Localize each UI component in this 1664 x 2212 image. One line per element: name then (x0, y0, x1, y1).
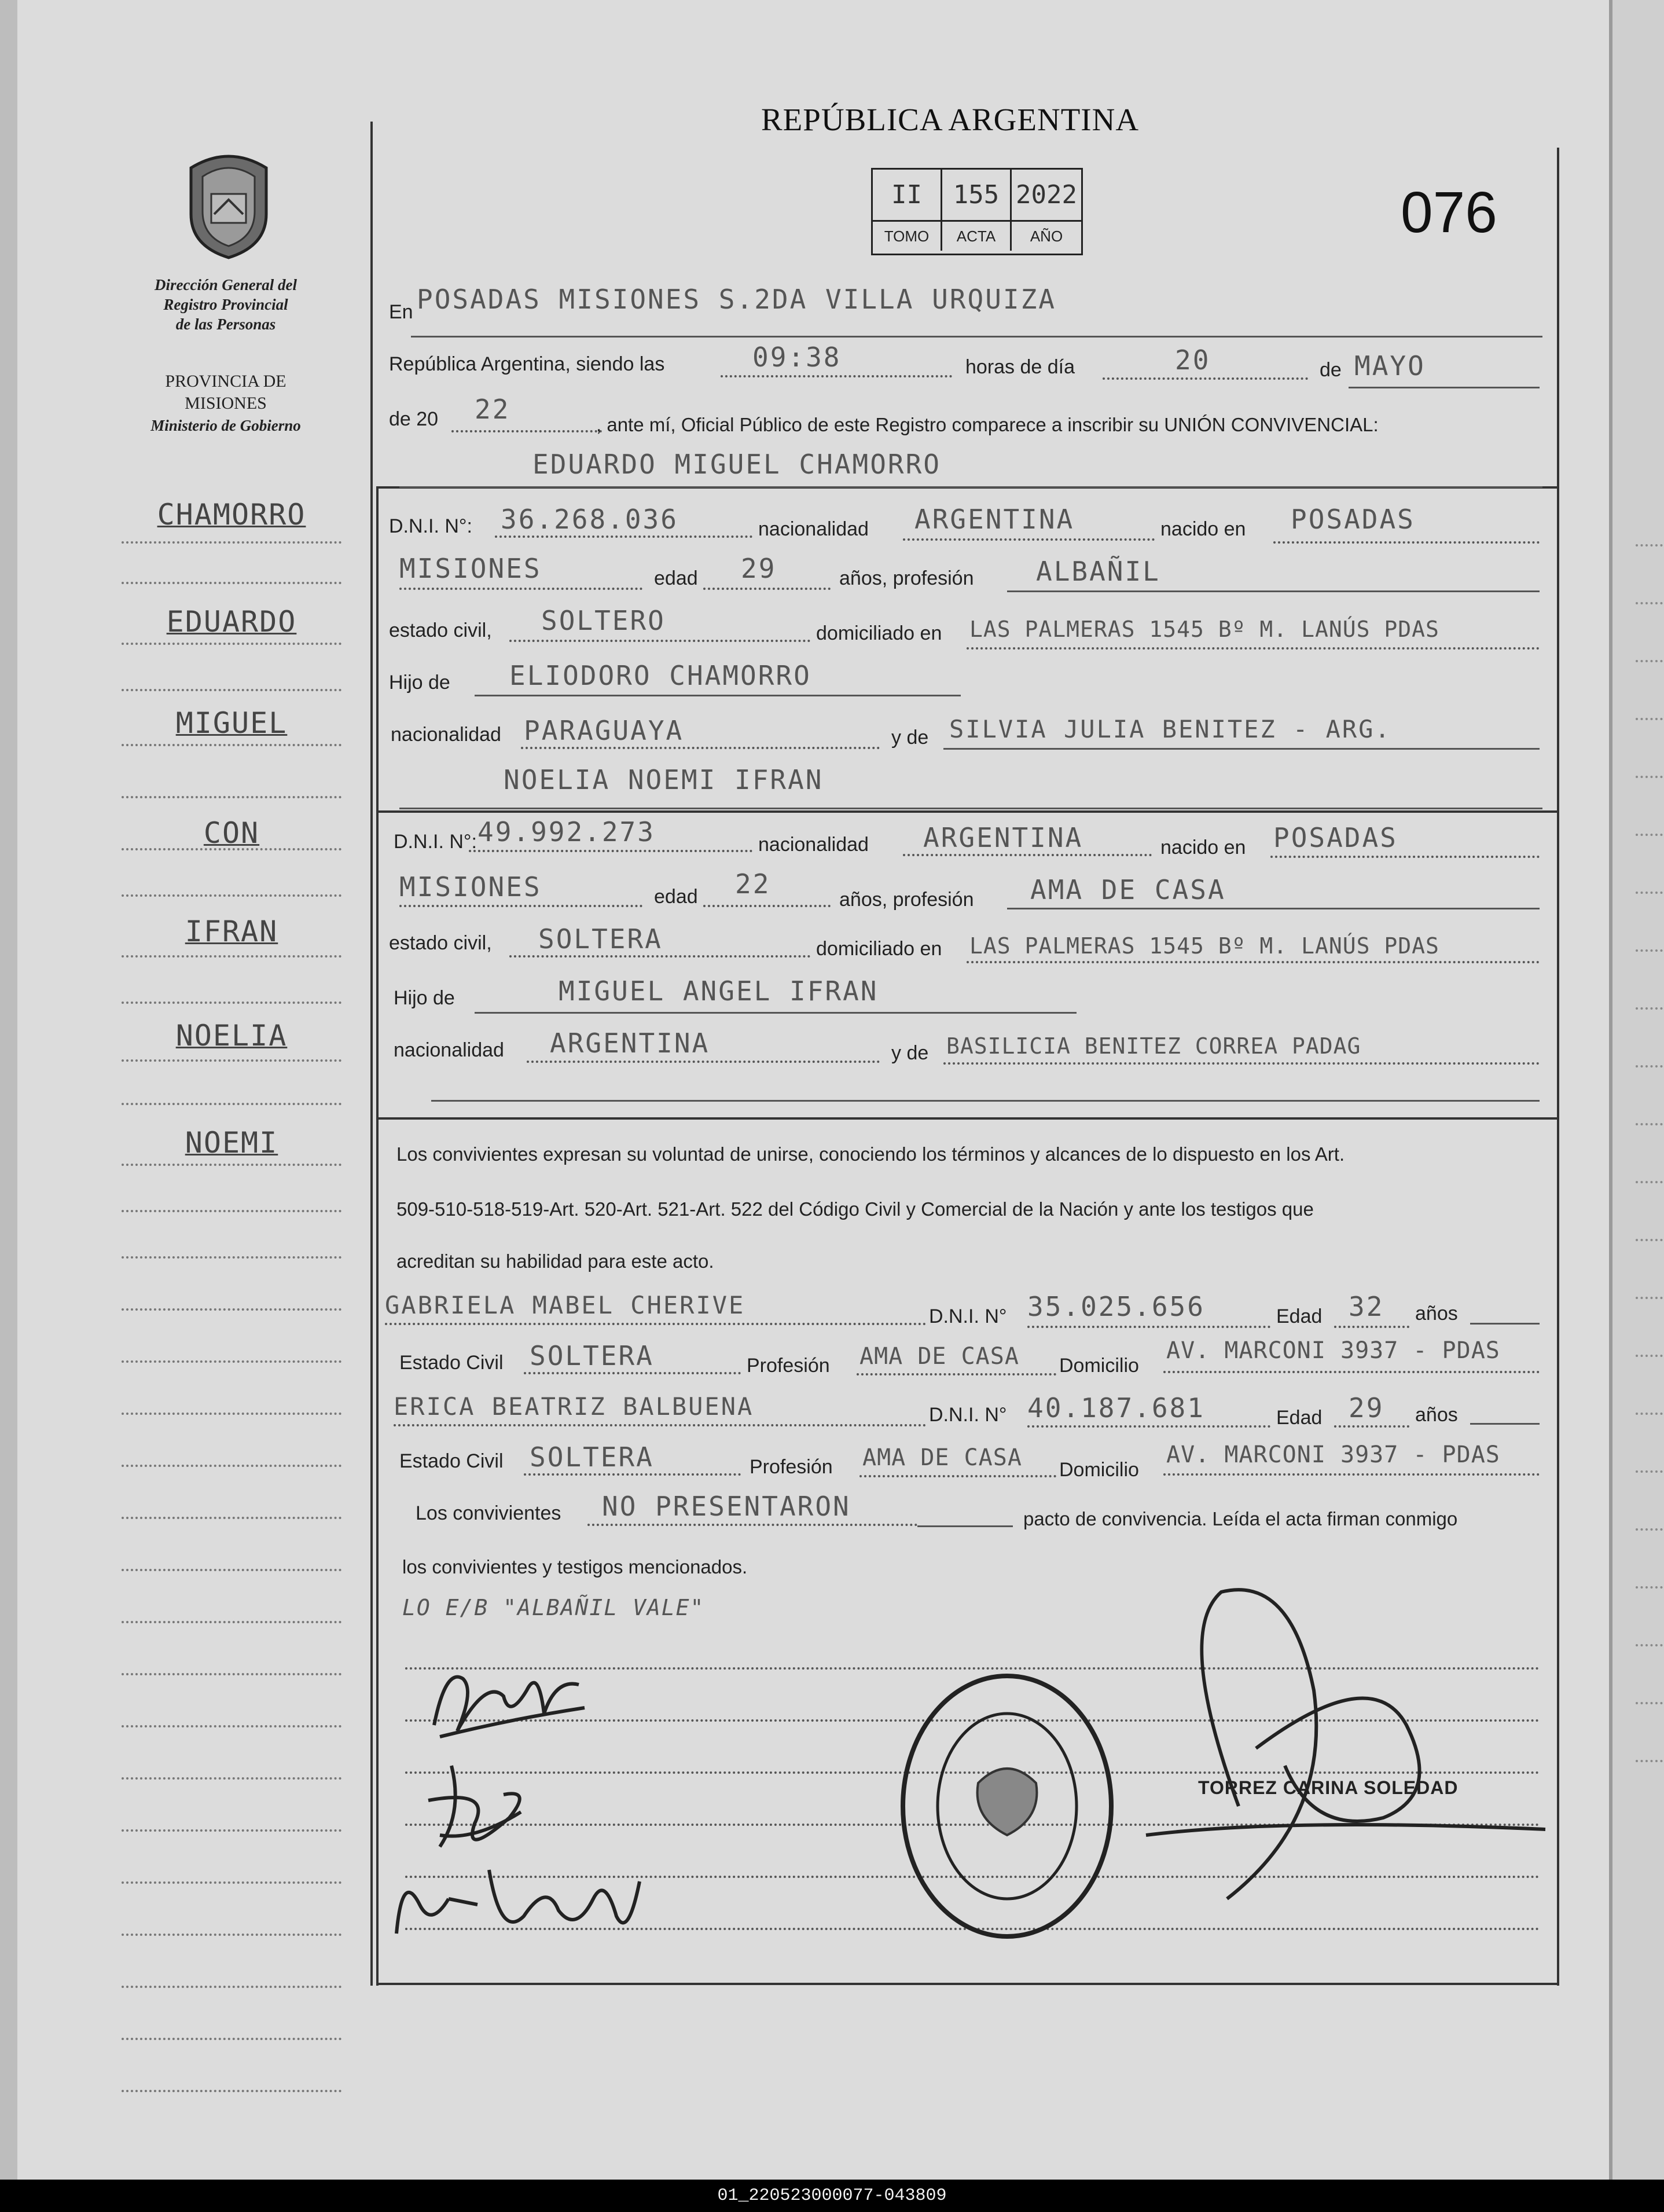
margin-dotted-line (122, 1673, 341, 1675)
fill-line (1470, 1323, 1540, 1325)
margin-dotted-line (122, 1777, 341, 1780)
book-edge (1609, 0, 1664, 2180)
witness-anos-label: años (1415, 1303, 1458, 1325)
party2-estado-civil: SOLTERA (538, 923, 663, 955)
place-value: POSADAS MISIONES S.2DA VILLA URQUIZA (417, 284, 1056, 315)
nacido-en-label: nacido en (1160, 837, 1246, 859)
witness-edad-label: Edad (1276, 1305, 1323, 1327)
party1-domicilio: LAS PALMERAS 1545 Bº M. LANÚS PDAS (969, 617, 1439, 642)
fill-line (431, 1100, 1540, 1102)
province-line: PROVINCIA DE (165, 372, 286, 391)
act-number-box (871, 168, 1083, 255)
fill-line (1334, 1326, 1409, 1328)
fill-line (1334, 1425, 1409, 1428)
sidebar-divider (370, 122, 373, 1986)
signature-witnesses (385, 1847, 651, 1951)
margin-dotted-line (122, 1210, 341, 1212)
witness2-estado-civil: SOLTERA (530, 1441, 654, 1473)
fill-line (857, 1373, 1056, 1375)
witness-estado-civil-label: Estado Civil (399, 1352, 504, 1374)
estado-civil-label: estado civil, (389, 932, 492, 954)
edad-label: edad (654, 886, 698, 908)
nacionalidad-label: nacionalidad (391, 724, 501, 746)
party2-nacionalidad: ARGENTINA (923, 822, 1083, 853)
document-id: 01_220523000077-043809 (0, 2180, 1664, 2212)
witness2-name: ERICA BEATRIZ BALBUENA (394, 1392, 754, 1421)
margin-dotted-line (122, 1725, 341, 1727)
margin-dotted-line (122, 1413, 341, 1415)
declaration-line: Los convivientes expresan su voluntad de unirse, conociendo los términos y alcances de lo dispuesto en los Art. (396, 1143, 1345, 1165)
horas-dia-label: horas de día (965, 356, 1075, 378)
convivientes-label: Los convivientes (416, 1502, 561, 1524)
fill-line (903, 854, 1152, 856)
officer-name: TORREZ CARINA SOLEDAD (1198, 1777, 1459, 1798)
margin-name: IFRAN (185, 915, 278, 948)
party1-nacionalidad: ARGENTINA (914, 504, 1075, 535)
margin-dotted-line (122, 1256, 341, 1259)
fill-line (903, 538, 1155, 541)
acta-label: ACTA (942, 222, 1012, 251)
estado-civil-label: estado civil, (389, 619, 492, 641)
fill-line (1007, 590, 1540, 592)
form-bottom-border (376, 1983, 1559, 1985)
fill-line (859, 1475, 1056, 1477)
fill-line (524, 1473, 741, 1476)
margin-dotted-line (122, 541, 341, 544)
margin-dotted-line (122, 1934, 341, 1936)
margin-dotted-line (122, 955, 341, 958)
fill-line (451, 430, 602, 432)
fill-line (943, 1062, 1540, 1065)
party2-domicilio: LAS PALMERAS 1545 Bº M. LANÚS PDAS (969, 933, 1439, 959)
witness-edad-label: Edad (1276, 1407, 1323, 1429)
witness1-domicilio: AV. MARCONI 3937 - PDAS (1166, 1337, 1500, 1364)
anio-value: 2022 (1012, 170, 1081, 222)
anio-prefix: de 20 (389, 408, 439, 430)
witness1-profesion: AMA DE CASA (859, 1343, 1019, 1370)
fill-line (917, 1525, 1013, 1527)
fill-line (1027, 1326, 1270, 1328)
institution-name (127, 275, 324, 334)
party2-madre: BASILICIA BENITEZ CORREA PADAG (946, 1033, 1361, 1059)
party2-edad: 22 (735, 868, 771, 900)
margin-dotted-line (122, 1517, 341, 1519)
institution-line: Registro Provincial (163, 296, 288, 313)
witness-profesion-label: Profesión (750, 1456, 833, 1478)
witness1-name: GABRIELA MABEL CHERIVE (385, 1291, 745, 1319)
first-party-name: EDUARDO MIGUEL CHAMORRO (532, 449, 941, 480)
fill-line (1470, 1423, 1540, 1425)
margin-name: CHAMORRO (157, 498, 306, 531)
party1-nacido-en-cont: MISIONES (399, 553, 542, 584)
margin-dotted-line (122, 1360, 341, 1363)
witness1-estado-civil: SOLTERA (530, 1340, 654, 1371)
registry-stamp (891, 1667, 1123, 1945)
hijo-de-label: Hijo de (394, 987, 455, 1009)
witness2-profesion: AMA DE CASA (862, 1444, 1022, 1471)
section-divider (376, 1117, 1559, 1120)
margin-dotted-line (122, 1103, 341, 1105)
margin-dotted-line (122, 848, 341, 850)
fill-line (1103, 377, 1308, 380)
fill-line (967, 647, 1540, 650)
fill-line (1273, 541, 1540, 544)
dia-value: 20 (1175, 344, 1211, 376)
fill-line (399, 808, 1542, 809)
domiciliado-label: domiciliado en (816, 938, 942, 960)
margin-dotted-line (122, 2090, 341, 2092)
siendo-label: República Argentina, siendo las (389, 353, 665, 375)
nacionalidad-label: nacionalidad (758, 834, 869, 856)
institution-line: de las Personas (175, 316, 276, 333)
acta-value: 155 (942, 170, 1012, 222)
margin-name: NOEMI (185, 1126, 278, 1160)
witness1-dni: 35.025.656 (1027, 1291, 1205, 1322)
province-line: MISIONES (185, 394, 267, 413)
y-de-label: y de (891, 727, 929, 749)
party2-nacido-en-cont: MISIONES (399, 871, 542, 903)
form-right-border (1557, 148, 1559, 1986)
margin-dotted-line (122, 744, 341, 746)
party2-nacido-en: POSADAS (1273, 822, 1398, 853)
signature-first-party (423, 1644, 596, 1748)
margin-dotted-line (122, 894, 341, 897)
fill-line (469, 850, 752, 852)
fill-line (524, 1372, 741, 1374)
witness-domicilio-label: Domicilio (1059, 1459, 1139, 1481)
witness-estado-civil-label: Estado Civil (399, 1450, 504, 1472)
country-title: REPÚBLICA ARGENTINA (761, 102, 1140, 137)
party1-profesion: ALBAÑIL (1036, 556, 1160, 587)
anio-label: AÑO (1030, 227, 1063, 245)
officer-signature (1140, 1575, 1557, 1922)
fill-line (521, 747, 880, 749)
fill-line (509, 955, 810, 958)
declaration-line: acreditan su habilidad para este acto. (396, 1250, 714, 1272)
margin-dotted-line (122, 2038, 341, 2040)
party1-nacido-en: POSADAS (1291, 504, 1415, 535)
margin-dotted-line (122, 1059, 341, 1062)
fill-line (1163, 1473, 1540, 1476)
witness2-edad: 29 (1349, 1392, 1384, 1424)
margin-dotted-line (122, 1829, 341, 1832)
nacionalidad-label: nacionalidad (394, 1039, 504, 1061)
anos-profesion-label: años, profesión (839, 567, 974, 589)
party1-edad: 29 (741, 553, 777, 584)
party1-padre: ELIODORO CHAMORRO (509, 660, 811, 691)
witness2-domicilio: AV. MARCONI 3937 - PDAS (1166, 1441, 1500, 1468)
fill-line (1270, 856, 1540, 858)
fill-line (475, 695, 961, 696)
margin-dotted-line (122, 1881, 341, 1884)
fill-line (411, 336, 1542, 338)
folio-number: 076 (1401, 180, 1497, 245)
witness-profesion-label: Profesión (747, 1355, 830, 1377)
party1-estado-civil: SOLTERO (541, 605, 666, 636)
fill-line (527, 1061, 880, 1063)
margin-dotted-line (122, 689, 341, 691)
fill-line (1349, 387, 1540, 388)
fill-line (495, 535, 752, 538)
tomo-label: TOMO (873, 222, 942, 251)
party2-nacionalidad-padre: ARGENTINA (550, 1028, 710, 1059)
party1-dni: 36.268.036 (501, 504, 678, 535)
margin-dotted-line (122, 1569, 341, 1571)
margin-dotted-line (122, 1465, 341, 1467)
margin-dotted-line (122, 1164, 341, 1166)
closing-note: LO E/B "ALBAÑIL VALE" (402, 1595, 705, 1620)
witness1-edad: 32 (1349, 1291, 1384, 1322)
pacto-text: pacto de convivencia. Leída el acta firman conmigo (1023, 1508, 1458, 1529)
form-left-border (376, 486, 379, 1986)
fill-line (1163, 1371, 1540, 1373)
en-label: En (389, 301, 413, 323)
fill-line (475, 1012, 1077, 1014)
margin-name: EDUARDO (166, 605, 297, 639)
party2-dni: 49.992.273 (477, 816, 655, 848)
margin-dotted-line (122, 1002, 341, 1004)
section-divider (376, 810, 1559, 813)
witness-anos-label: años (1415, 1404, 1458, 1426)
fill-line (587, 1524, 917, 1526)
witness-dni-label: D.N.I. N° (929, 1305, 1007, 1327)
witness-domicilio-label: Domicilio (1059, 1355, 1139, 1377)
fill-line (399, 486, 1542, 488)
ministry-name: Ministerio de Gobierno (150, 417, 301, 434)
dni-label: D.N.I. N°: (394, 831, 477, 853)
provincial-shield-logo (179, 145, 278, 261)
anio-value: 22 (475, 394, 510, 425)
fill-line (1027, 1425, 1270, 1428)
fill-line (399, 905, 642, 907)
comparece-text: , ante mí, Oficial Público de este Registro comparece a inscribir su UNIÓN CONVIVENCIAL: (596, 414, 1379, 435)
closing-line: los convivientes y testigos mencionados. (402, 1556, 748, 1578)
party2-profesion: AMA DE CASA (1030, 874, 1226, 905)
margin-name: NOELIA (175, 1019, 288, 1052)
margin-dotted-line (122, 643, 341, 645)
mes-value: MAYO (1354, 350, 1426, 381)
fill-line (394, 1424, 926, 1426)
fill-line (703, 905, 831, 907)
fill-line (943, 748, 1540, 750)
fill-line (1007, 908, 1540, 909)
hijo-de-label: Hijo de (389, 672, 450, 694)
domiciliado-label: domiciliado en (816, 622, 942, 644)
fill-line (721, 375, 952, 377)
pacto-value: NO PRESENTARON (602, 1491, 851, 1522)
witness2-dni: 40.187.681 (1027, 1392, 1205, 1424)
second-party-name: NOELIA NOEMI IFRAN (504, 764, 824, 795)
margin-name: MIGUEL (175, 706, 288, 740)
margin-dotted-line (122, 796, 341, 798)
dni-label: D.N.I. N°: (389, 515, 472, 537)
fill-line (385, 1323, 926, 1325)
party1-madre: SILVIA JULIA BENITEZ - ARG. (949, 715, 1391, 743)
hora-value: 09:38 (752, 342, 842, 373)
y-de-label: y de (891, 1042, 929, 1064)
margin-dotted-line (122, 1308, 341, 1311)
anos-profesion-label: años, profesión (839, 889, 974, 911)
margin-dotted-line (122, 1986, 341, 1988)
fill-line (399, 588, 642, 590)
institution-line: Dirección General del (155, 276, 297, 294)
edad-label: edad (654, 567, 698, 589)
province-name (127, 370, 324, 414)
de-label: de (1320, 359, 1342, 381)
witness-dni-label: D.N.I. N° (929, 1404, 1007, 1426)
fill-line (703, 588, 831, 590)
book-gutter (0, 0, 17, 2180)
nacido-en-label: nacido en (1160, 518, 1246, 540)
tomo-value: II (873, 170, 942, 222)
fill-line (967, 961, 1540, 963)
declaration-line: 509-510-518-519-Art. 520-Art. 521-Art. 522 del Código Civil y Comercial de la Nación y ante los testigos que (396, 1198, 1314, 1220)
party1-nacionalidad-padre: PARAGUAYA (524, 715, 684, 746)
margin-dotted-line (122, 582, 341, 584)
fill-line (509, 640, 810, 642)
nacionalidad-label: nacionalidad (758, 518, 869, 540)
party2-padre: MIGUEL ANGEL IFRAN (559, 975, 879, 1007)
margin-dotted-line (122, 1621, 341, 1623)
margin-name: CON (203, 816, 260, 850)
